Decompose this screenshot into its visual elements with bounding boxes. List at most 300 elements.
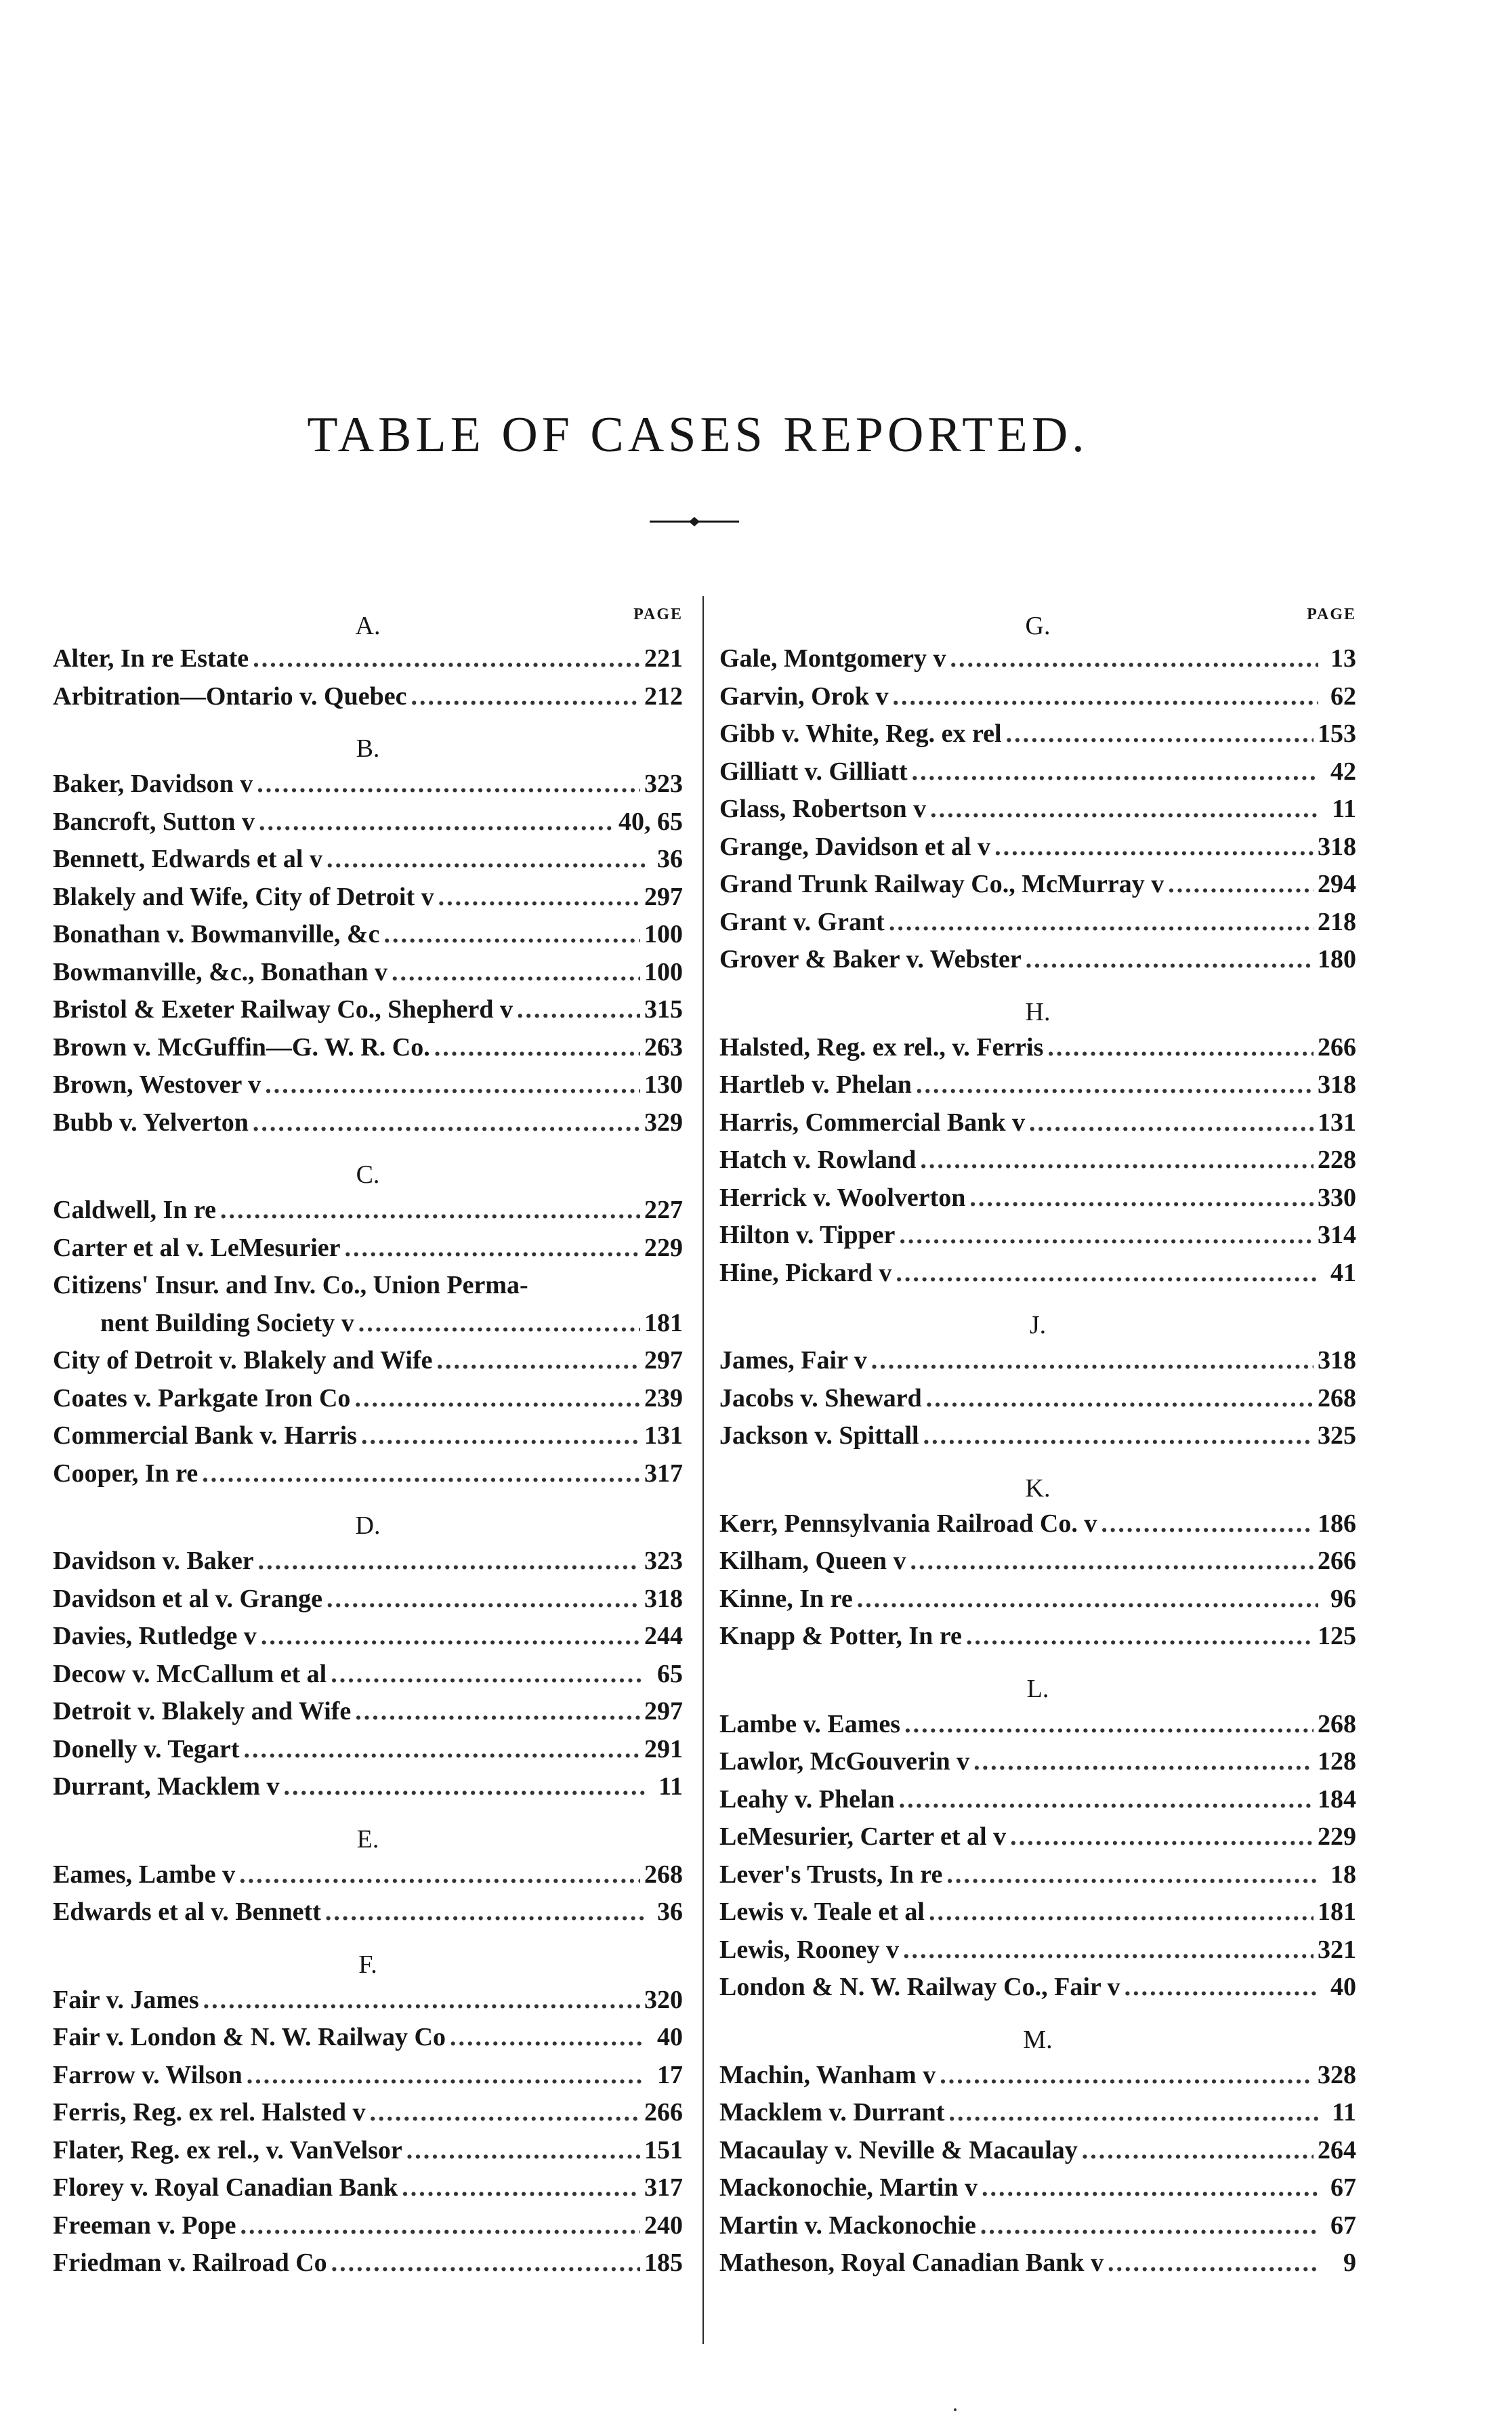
leader-dots [889,907,1314,937]
page-number: 266 [1318,1547,1356,1575]
section-letter: B. [356,734,380,763]
case-entry [719,832,1356,870]
page-number: 11 [1332,795,1356,823]
section-letter: D. [355,1511,381,1540]
page-number: 328 [1318,2060,1356,2089]
page-number: 36 [657,845,683,873]
case-entry [719,944,1356,982]
leader-dots [259,807,614,837]
case-name: Donelly v. Tegart [53,1734,240,1763]
case-name: Flater, Reg. ex rel., v. VanVelsor [53,2135,402,2164]
case-name: Mackonochie, Martin v [719,2173,978,2202]
case-name: Fair v. London & N. W. Railway Co [53,2023,446,2051]
section-letter: H. [1025,997,1051,1026]
page-number: 268 [1318,1383,1356,1413]
right-column [719,596,1356,2286]
case-entry [53,1985,683,2023]
case-entry [719,794,1356,832]
case-entry [719,1145,1356,1183]
case-name: Friedman v. Railroad Co [53,2249,327,2277]
case-name: Decow v. McCallum et al [53,1659,327,1688]
case-name: Davies, Rutledge v [53,1622,257,1650]
page-number: 227 [644,1196,683,1224]
page-number: 62 [1330,682,1356,711]
case-entry [719,644,1356,682]
page-number: 212 [644,682,683,711]
case-entry [719,1383,1356,1421]
case-name: Grand Trunk Railway Co., McMurray v [719,870,1164,898]
leader-dots [982,2173,1318,2202]
case-entry [53,1459,683,1497]
case-name: Alter, In re Estate [53,644,249,673]
case-entry [53,1032,683,1070]
page-number: 325 [1318,1421,1356,1450]
page-number: 40 [657,2023,683,2051]
leader-dots [969,1183,1314,1213]
page-number: 323 [644,770,683,798]
case-name: Gilliatt v. Gilliatt [719,757,908,786]
case-name: Hine, Pickard v [719,1258,892,1287]
case-name: Citizens' Insur. and Inv. Co., Union Perma- [53,1271,528,1299]
case-entry [719,1032,1356,1070]
leader-dots [980,2211,1318,2240]
page-number: 184 [1318,1784,1356,1814]
case-name: Jacobs v. Sheward [719,1383,922,1413]
case-name: Detroit v. Blakely and Wife [53,1697,352,1726]
case-entry [53,1345,683,1383]
case-name: Macklem v. Durrant [719,2098,945,2127]
page-number: 67 [1330,2211,1356,2240]
leader-dots [994,832,1314,862]
page-number: 181 [644,1308,683,1337]
case-entry [53,1897,683,1935]
leader-dots [920,1145,1314,1175]
leader-dots [916,1070,1314,1100]
page-number: 318 [1318,1070,1356,1099]
page-number: 131 [644,1421,683,1450]
leader-dots [370,2097,641,2127]
case-entry [719,1546,1356,1584]
page-number: 229 [644,1233,683,1262]
case-name: Glass, Robertson v [719,795,927,823]
leader-dots [1006,719,1314,749]
leader-dots [327,844,645,874]
case-name: Davidson v. Baker [53,1547,254,1575]
case-name: Lewis v. Teale et al [719,1898,925,1926]
page-number: 18 [1330,1860,1356,1889]
page-number: 221 [644,644,683,673]
case-name: Grant v. Grant [719,907,885,936]
page-number: 131 [1318,1108,1356,1137]
case-entry [719,1747,1356,1784]
page-number: 42 [1330,757,1356,786]
case-name: Florey v. Royal Canadian Bank [53,2173,398,2202]
leader-dots [202,1459,640,1488]
leader-dots [1026,944,1314,974]
page-number: 264 [1318,2135,1356,2164]
case-entry [719,1345,1356,1383]
case-entry [719,1509,1356,1547]
leader-dots [871,1345,1314,1375]
page-number: 315 [644,995,683,1024]
case-entry [719,1972,1356,2010]
page-number: 323 [644,1547,683,1575]
leader-dots [923,1421,1314,1450]
case-name: Lawlor, McGouverin v [719,1747,970,1776]
case-name: Ferris, Reg. ex rel. Halsted v [53,2098,366,2127]
case-name: City of Detroit v. Blakely and Wife [53,1346,433,1375]
case-entry [53,1270,683,1308]
case-name: Kerr, Pennsylvania Railroad Co. v [719,1509,1097,1538]
leader-dots [950,644,1318,673]
leader-dots [392,957,640,987]
case-entry [53,1421,683,1459]
page-number: 330 [1318,1183,1356,1212]
page-number: 218 [1318,907,1356,936]
page-number: 229 [1318,1822,1356,1851]
case-entry [719,719,1356,757]
case-name: Eames, Lambe v [53,1860,236,1889]
case-name: Cooper, In re [53,1459,198,1488]
section-letter: L. [1026,1674,1049,1703]
case-entry [53,1195,683,1233]
leader-dots [434,1032,640,1062]
page-number: 297 [644,882,683,911]
case-entry [719,1070,1356,1108]
leader-dots [857,1584,1318,1614]
case-name: Grover & Baker v. Webster [719,945,1022,974]
case-entry [719,2173,1356,2211]
case-entry [53,769,683,807]
case-entry [719,2135,1356,2173]
case-name: Macaulay v. Neville & Macaulay [719,2135,1078,2164]
leader-dots [946,1860,1318,1889]
page-number: 181 [1318,1898,1356,1926]
case-name: Baker, Davidson v [53,770,253,798]
case-name: Bonathan v. Bowmanville, &c [53,920,380,948]
page-number: 125 [1318,1622,1356,1650]
leader-dots [331,2248,640,2278]
case-entry [719,1822,1356,1860]
case-entry [719,757,1356,795]
case-name: James, Fair v [719,1346,867,1375]
case-name: Commercial Bank v. Harris [53,1421,357,1450]
page-number: 321 [1318,1935,1356,1964]
case-entry [53,957,683,995]
leader-dots [940,2060,1314,2090]
page-number: 228 [1318,1146,1356,1174]
leader-dots [383,919,640,949]
case-name: Leahy v. Phelan [719,1784,895,1814]
case-entry [53,807,683,845]
case-name: Lever's Trusts, In re [719,1860,943,1889]
page-number: 297 [644,1346,683,1375]
case-entry [53,1070,683,1108]
column-divider [702,596,704,2344]
leader-dots [355,1696,640,1726]
case-entry [53,1383,683,1421]
leader-dots [438,882,640,912]
leader-dots [948,2097,1318,2127]
section-letter: M. [1023,2025,1053,2054]
leader-dots [265,1070,640,1100]
page-number: 40 [1330,1973,1356,2001]
case-entry [53,2135,683,2173]
leader-dots [929,1897,1314,1927]
leader-dots [325,1897,645,1927]
leader-dots [912,757,1318,787]
page-number: 329 [644,1108,683,1137]
case-entry [53,2211,683,2249]
page-number: 151 [644,2135,683,2164]
page-number: 294 [1318,870,1356,898]
leader-dots [899,1220,1314,1250]
leader-dots [1125,1972,1318,2002]
case-name: London & N. W. Railway Co., Fair v [719,1973,1120,2001]
page-number: 318 [1318,1346,1356,1375]
leader-dots [244,1734,640,1764]
section-letter: A. [355,612,381,640]
case-name: Brown, Westover v [53,1070,261,1099]
case-entry [53,1621,683,1659]
page-column-label: PAGE [1307,606,1356,623]
case-entry [719,1220,1356,1258]
case-name: Bowmanville, &c., Bonathan v [53,957,388,986]
case-entry [53,919,683,957]
leader-dots [327,1584,640,1614]
leader-dots [258,1546,640,1576]
leader-dots [1010,1822,1314,1852]
case-entry [53,2173,683,2211]
case-entry [53,1108,683,1146]
page-number: 9 [1343,2249,1356,2277]
case-entry [53,1734,683,1772]
case-name: Halsted, Reg. ex rel., v. Ferris [719,1032,1044,1062]
case-entry [719,1108,1356,1146]
page-number: 314 [1318,1221,1356,1249]
case-name: nent Building Society v [100,1308,354,1337]
case-entry [719,682,1356,719]
column-header [53,596,683,644]
page-number: 11 [1332,2098,1356,2127]
case-name: Grange, Davidson et al v [719,832,991,861]
case-name: Bennett, Edwards et al v [53,845,322,873]
case-name: Martin v. Mackonochie [719,2211,976,2240]
leader-dots [1029,1108,1314,1137]
leader-dots [450,2022,645,2052]
case-entry [719,1784,1356,1822]
case-name: Caldwell, In re [53,1196,217,1224]
leader-dots [893,682,1319,711]
leader-dots [411,682,640,711]
case-name: Carter et al v. LeMesurier [53,1233,341,1262]
page-number: 266 [644,2098,683,2127]
case-entry [53,2022,683,2060]
page-number: 11 [658,1772,683,1801]
left-column [53,596,683,2286]
leader-dots [253,1108,640,1137]
page-number: 96 [1330,1584,1356,1613]
page-number: 36 [657,1898,683,1926]
leader-dots [896,1258,1318,1288]
case-entry [53,1772,683,1810]
page-number: 185 [644,2249,683,2277]
leader-dots [239,1860,640,1889]
section-letter: E. [356,1824,379,1854]
case-name: Bancroft, Sutton v [53,807,255,836]
case-name: Machin, Wanham v [719,2060,936,2089]
case-name: Gibb v. White, Reg. ex rel [719,719,1002,748]
case-entry [719,1183,1356,1221]
page-number: 180 [1318,945,1356,974]
case-name: Coates v. Parkgate Iron Co [53,1383,351,1413]
leader-dots [973,1747,1314,1776]
case-entry [53,995,683,1032]
case-entry [719,869,1356,907]
case-entry [53,682,683,719]
leader-dots [437,1345,641,1375]
page-number: 291 [644,1734,683,1763]
case-name: Hartleb v. Phelan [719,1070,912,1099]
leader-dots [926,1383,1314,1413]
column-header [719,596,1356,644]
case-entry [719,2248,1356,2286]
case-name: Hilton v. Tipper [719,1221,896,1249]
case-entry [53,1546,683,1584]
case-name: Durrant, Macklem v [53,1772,280,1801]
page-number: 17 [657,2060,683,2089]
case-entry [719,2060,1356,2098]
case-name: Matheson, Royal Canadian Bank v [719,2249,1104,2277]
case-entry [719,1421,1356,1459]
leader-dots [345,1233,640,1263]
case-name: Brown v. McGuffin—G. W. R. Co. [53,1032,430,1062]
case-entry [53,1659,683,1697]
case-name: Fair v. James [53,1985,199,2014]
case-entry [719,2097,1356,2135]
case-name: Davidson et al v. Grange [53,1584,322,1613]
page-number: 239 [644,1383,683,1413]
leader-dots [1047,1032,1314,1062]
page-number: 320 [644,1985,683,2014]
case-name: Lambe v. Eames [719,1709,901,1738]
leader-dots [247,2060,645,2090]
case-entry [719,1709,1356,1747]
case-entry [719,1621,1356,1659]
case-entry [53,844,683,882]
case-name: Freeman v. Pope [53,2211,236,2240]
case-entry [53,1860,683,1898]
page-number: 318 [1318,832,1356,861]
page-number: 268 [644,1860,683,1889]
case-name: Gale, Montgomery v [719,644,946,673]
page-number: 186 [1318,1509,1356,1538]
page-number: 268 [1318,1709,1356,1738]
leader-dots [261,1621,640,1651]
leader-dots [361,1421,640,1450]
leader-dots [1168,869,1314,899]
case-entry [53,1233,683,1271]
case-name: Herrick v. Woolverton [719,1183,966,1212]
case-entry [53,882,683,920]
case-name: Arbitration—Ontario v. Quebec [53,682,407,711]
case-name: Kinne, In re [719,1584,853,1613]
page-number: 263 [644,1032,683,1062]
leader-dots [257,769,640,799]
case-name: Lewis, Rooney v [719,1935,899,1964]
case-name: Farrow v. Wilson [53,2060,243,2089]
case-entry [53,2248,683,2286]
case-name: Harris, Commercial Bank v [719,1108,1026,1137]
page-title: TABLE OF CASES REPORTED. [307,407,1089,463]
case-entry [719,1897,1356,1935]
page-number: 41 [1330,1258,1356,1287]
leader-dots [966,1621,1314,1651]
ornament-divider-icon [647,515,742,528]
case-name: Bubb v. Yelverton [53,1108,249,1137]
leader-dots [406,2135,640,2165]
case-name: Blakely and Wife, City of Detroit v [53,882,434,911]
page-number: 40, 65 [618,807,683,836]
leader-dots [903,1935,1314,1965]
case-entry [719,1860,1356,1898]
case-name: Bristol & Exeter Railway Co., Shepherd v [53,995,513,1024]
page-number: 128 [1318,1747,1356,1776]
case-entry [719,2211,1356,2249]
page-number: 100 [644,957,683,986]
leader-dots [240,2211,640,2240]
footer-mark [954,2408,957,2411]
leader-dots [331,1659,645,1689]
leader-dots [930,794,1318,824]
case-name: Edwards et al v. Bennett [53,1898,321,1926]
leader-dots [910,1546,1314,1576]
page-number: 130 [644,1070,683,1099]
section-letter: G. [1025,612,1051,640]
page-number: 318 [644,1584,683,1613]
leader-dots [1108,2248,1318,2278]
case-entry [53,1696,683,1734]
case-entry [53,1584,683,1622]
leader-dots [402,2173,640,2202]
case-entry [719,1584,1356,1622]
page-number: 67 [1330,2173,1356,2202]
section-letter: K. [1025,1473,1051,1503]
case-entry [53,1308,683,1346]
leader-dots [203,1985,640,2015]
leader-dots [284,1772,645,1801]
case-entry [719,907,1356,945]
page-number: 317 [644,1459,683,1488]
page-number: 266 [1318,1032,1356,1062]
case-name: Jackson v. Spittall [719,1421,919,1450]
leader-dots [253,644,640,673]
page-number: 153 [1318,719,1356,748]
section-letter: F. [358,1950,377,1979]
case-entry [53,2060,683,2098]
section-letter: J. [1029,1311,1047,1339]
page-number: 13 [1330,644,1356,673]
case-name: LeMesurier, Carter et al v [719,1822,1007,1851]
case-entry [719,1258,1356,1296]
case-entry [53,2097,683,2135]
leader-dots [899,1784,1314,1814]
case-name: Garvin, Orok v [719,682,889,711]
leader-dots [220,1195,640,1225]
leader-dots [1101,1509,1314,1539]
page-number: 65 [657,1659,683,1688]
page-number: 240 [644,2211,683,2240]
